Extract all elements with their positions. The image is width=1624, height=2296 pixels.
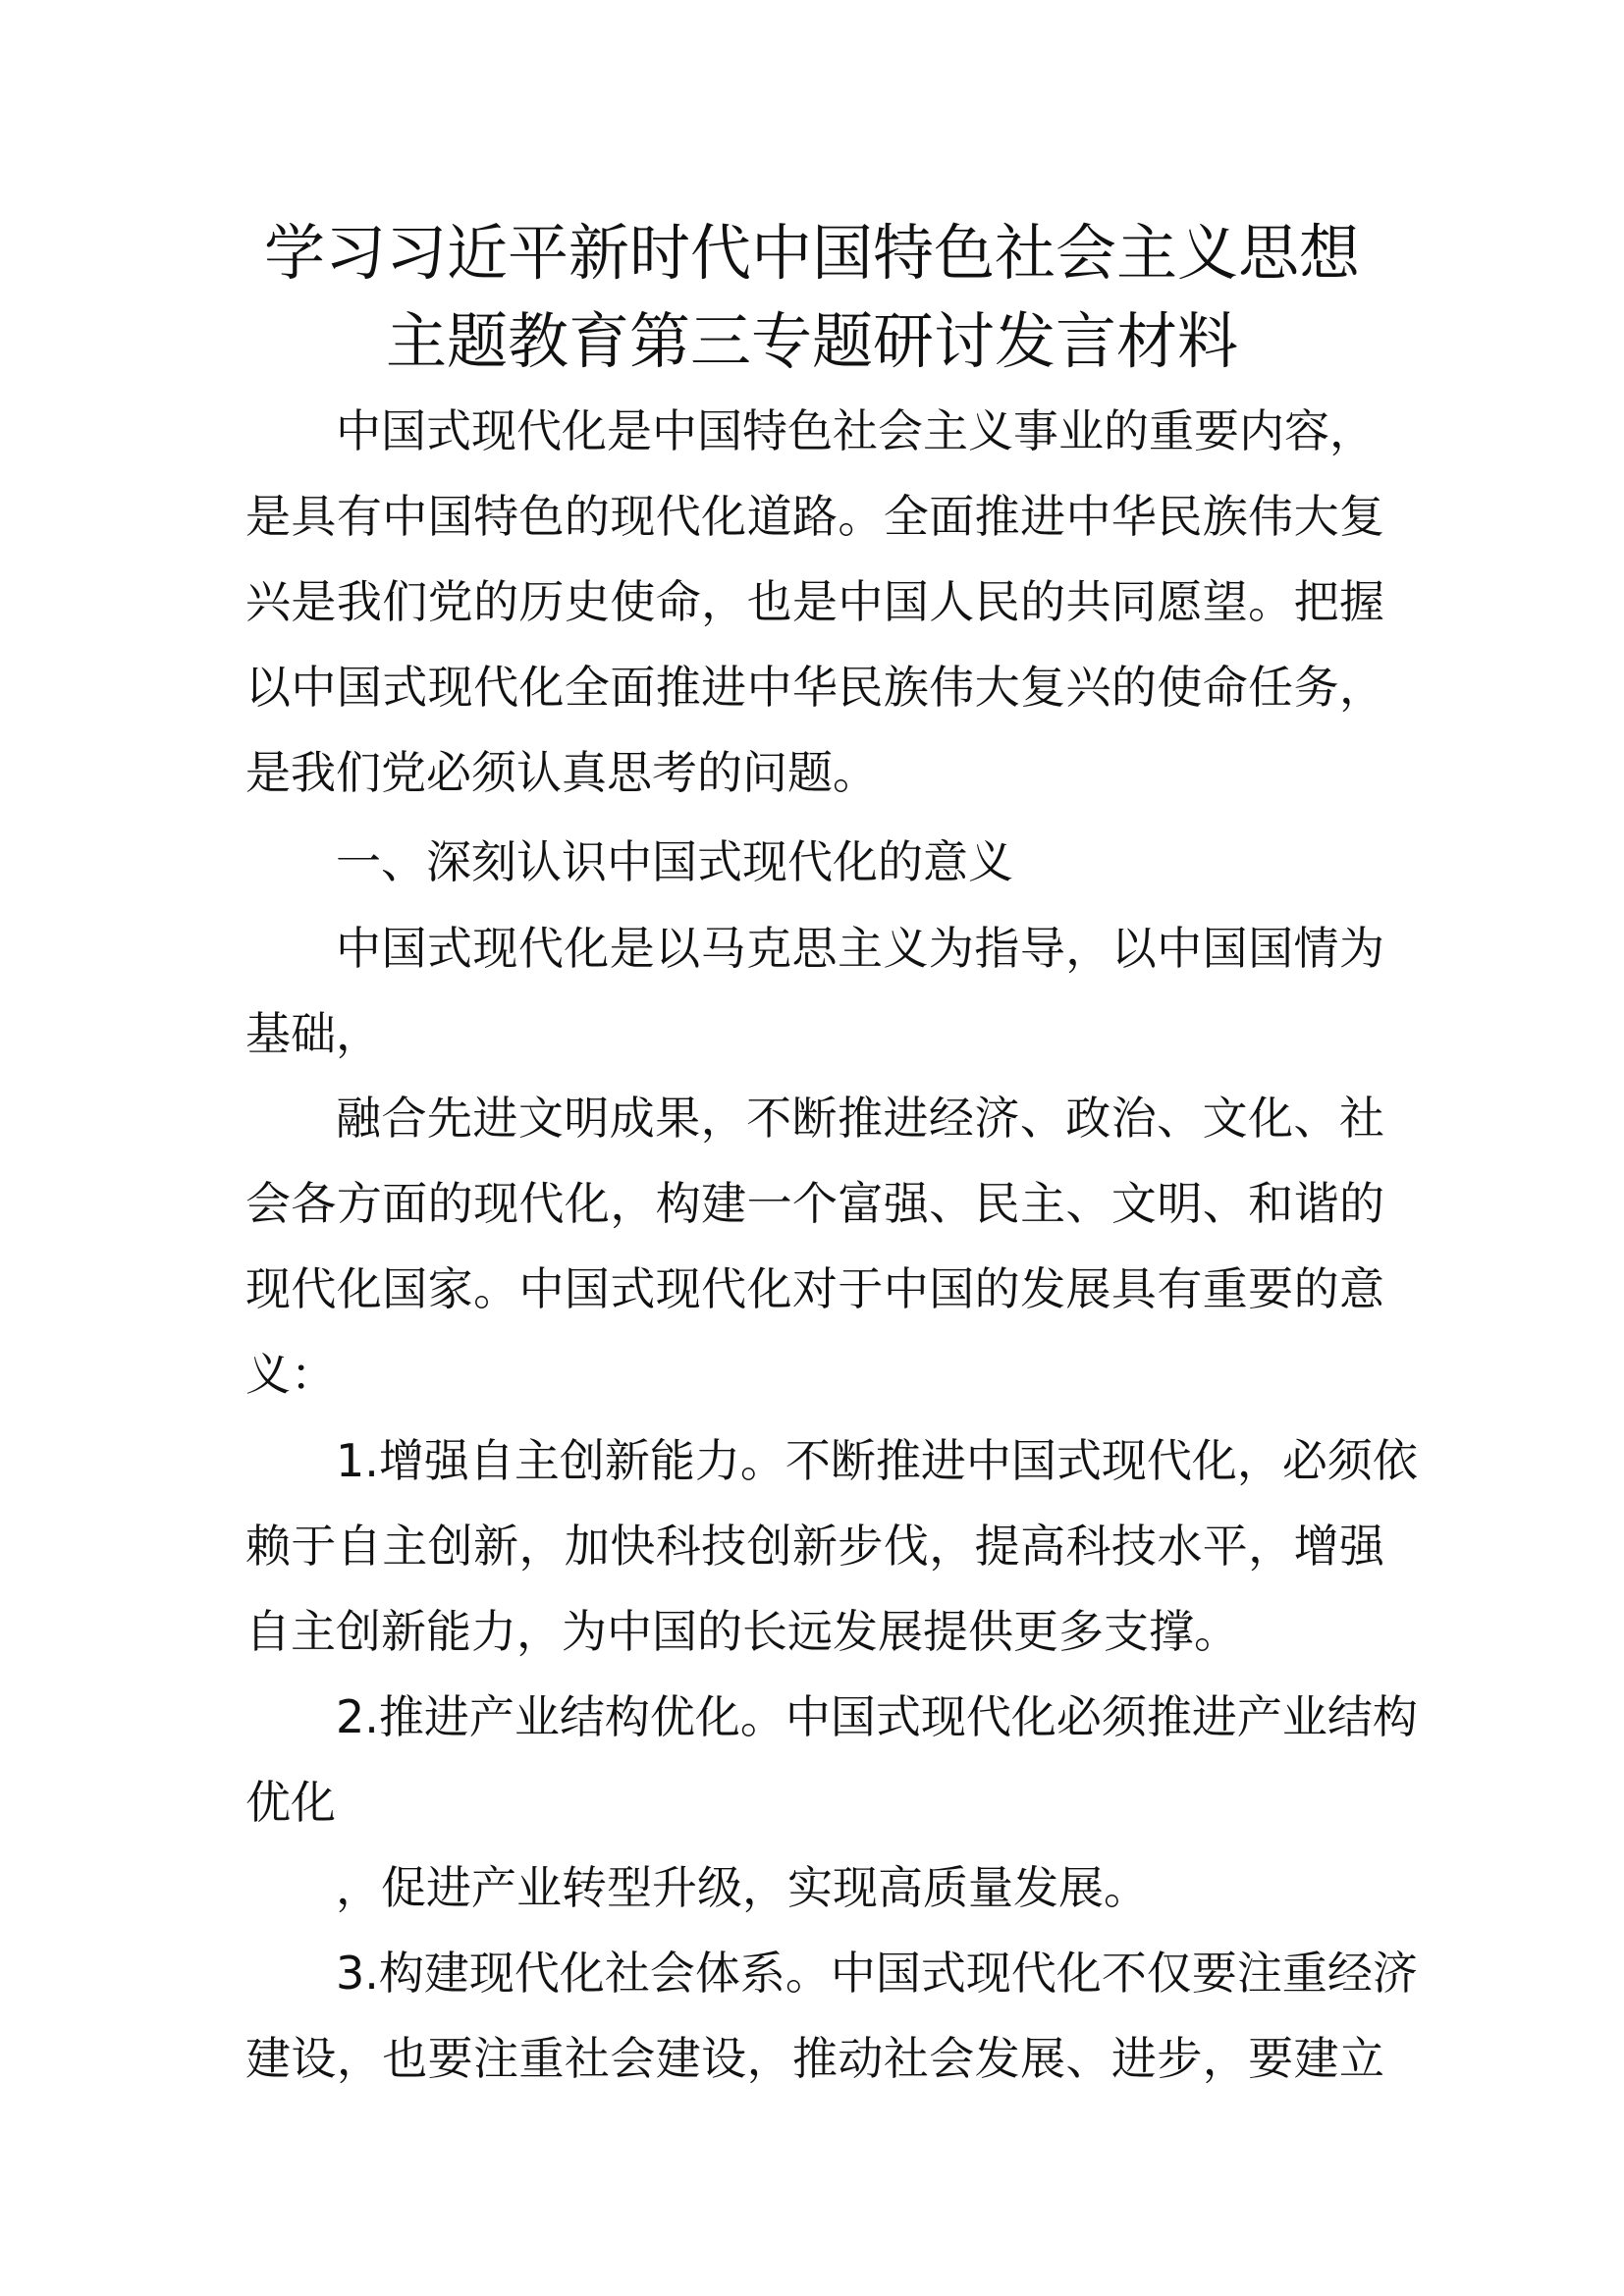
section-heading: 一、深刻认识中国式现代化的意义 [336, 835, 1013, 888]
paragraph-line: 义： [245, 1348, 336, 1401]
paragraph-line: 基础， [245, 1007, 381, 1060]
paragraph-line: 会各方面的现代化，构建一个富强、民主、文明、和谐的 [245, 1177, 1384, 1230]
paragraph-line: 是我们党必须认真思考的问题。 [245, 746, 878, 799]
document-title-line-1: 学习习近平新时代中国特色社会主义思想 [263, 217, 1360, 289]
list-item-line: ，促进产业转型升级，实现高质量发展。 [336, 1861, 1149, 1914]
list-item-line: 优化 [245, 1776, 336, 1829]
list-item-line: 自主创新能力，为中国的长远发展提供更多支撑。 [245, 1605, 1239, 1658]
paragraph-line: 融合先进文明成果，不断推进经济、政治、文化、社 [336, 1092, 1384, 1145]
paragraph-line: 中国式现代化是中国特色社会主义事业的重要内容， [336, 404, 1375, 457]
paragraph-line: 中国式现代化是以马克思主义为指导，以中国国情为 [336, 922, 1384, 975]
list-item-line: 赖于自主创新，加快科技创新步伐，提高科技水平，增强 [245, 1520, 1384, 1573]
document-title-line-2: 主题教育第三专题研讨发言材料 [385, 305, 1238, 377]
paragraph-line: 是具有中国特色的现代化道路。全面推进中华民族伟大复 [245, 490, 1384, 543]
list-item-line: 2.推进产业结构优化。中国式现代化必须推进产业结构 [336, 1690, 1418, 1743]
list-item-line: 3.构建现代化社会体系。中国式现代化不仅要注重经济 [336, 1947, 1418, 2000]
paragraph-line: 现代化国家。中国式现代化对于中国的发展具有重要的意 [245, 1262, 1384, 1315]
list-item-line: 建设，也要注重社会建设，推动社会发展、进步，要建立 [245, 2032, 1384, 2085]
list-item-line: 1.增强自主创新能力。不断推进中国式现代化，必须依 [336, 1434, 1418, 1487]
paragraph-line: 以中国式现代化全面推进中华民族伟大复兴的使命任务， [245, 661, 1384, 714]
paragraph-line: 兴是我们党的历史使命，也是中国人民的共同愿望。把握 [245, 575, 1384, 628]
